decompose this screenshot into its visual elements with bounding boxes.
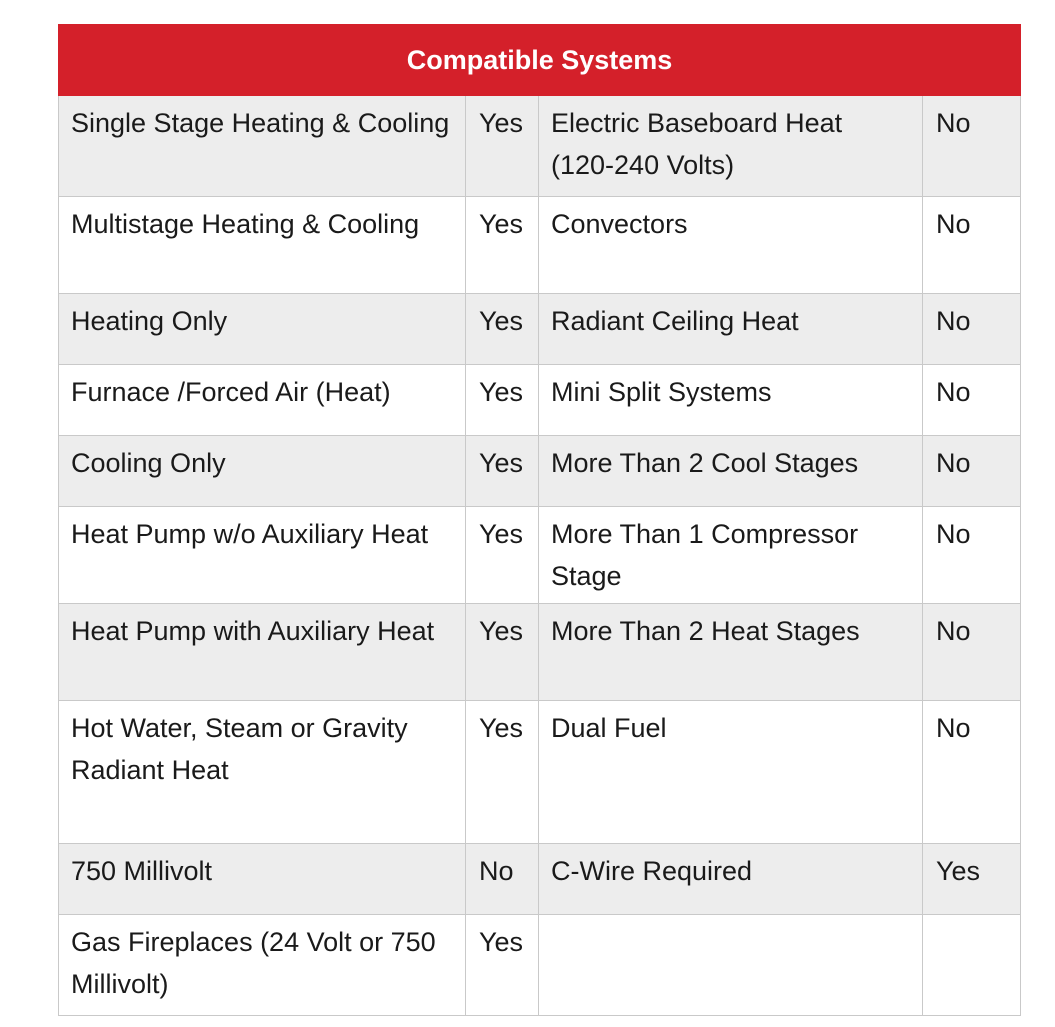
right-system-compatibility [923, 915, 1021, 1016]
left-system-name: 750 Millivolt [59, 844, 466, 915]
table-row [59, 294, 1021, 365]
left-system-name: Heat Pump with Auxiliary Heat [59, 604, 466, 701]
left-system-compatibility: No [466, 844, 539, 915]
table-row [59, 96, 1021, 197]
left-system-name: Furnace /Forced Air (Heat) [59, 365, 466, 436]
right-system-name: More Than 2 Cool Stages [539, 436, 923, 507]
table-row [59, 436, 1021, 507]
right-system-compatibility: Yes [923, 844, 1021, 915]
left-system-compatibility: Yes [466, 365, 539, 436]
right-system-name: More Than 1 Compressor Stage [539, 507, 923, 604]
right-system-compatibility: No [923, 436, 1021, 507]
left-system-name: Heat Pump w/o Auxiliary Heat [59, 507, 466, 604]
right-system-compatibility: No [923, 197, 1021, 294]
right-system-compatibility: No [923, 96, 1021, 197]
left-system-compatibility: Yes [466, 436, 539, 507]
right-system-compatibility: No [923, 365, 1021, 436]
compatible-systems-table [58, 24, 1021, 1016]
left-system-compatibility: Yes [466, 915, 539, 1016]
left-system-compatibility: Yes [466, 96, 539, 197]
right-system-name [539, 915, 923, 1016]
left-system-name: Single Stage Heating & Cooling [59, 96, 466, 197]
left-system-compatibility: Yes [466, 507, 539, 604]
left-system-name: Gas Fireplaces (24 Volt or 750 Millivolt) [59, 915, 466, 1016]
table-row [59, 915, 1021, 1016]
table-row [59, 701, 1021, 844]
right-system-compatibility: No [923, 294, 1021, 365]
table-row [59, 844, 1021, 915]
right-system-name: Electric Baseboard Heat (120-240 Volts) [539, 96, 923, 197]
right-system-name: Dual Fuel [539, 701, 923, 844]
table-row [59, 197, 1021, 294]
table-row [59, 604, 1021, 701]
right-system-compatibility: No [923, 701, 1021, 844]
table-title: Compatible Systems [59, 25, 1021, 96]
left-system-compatibility: Yes [466, 294, 539, 365]
left-system-name: Heating Only [59, 294, 466, 365]
right-system-name: Radiant Ceiling Heat [539, 294, 923, 365]
table-row [59, 365, 1021, 436]
left-system-name: Multistage Heating & Cooling [59, 197, 466, 294]
right-system-compatibility: No [923, 604, 1021, 701]
right-system-name: C-Wire Required [539, 844, 923, 915]
right-system-name: Convectors [539, 197, 923, 294]
left-system-compatibility: Yes [466, 197, 539, 294]
right-system-compatibility: No [923, 507, 1021, 604]
left-system-name: Hot Water, Steam or Gravity Radiant Heat [59, 701, 466, 844]
left-system-compatibility: Yes [466, 604, 539, 701]
right-system-name: Mini Split Systems [539, 365, 923, 436]
left-system-name: Cooling Only [59, 436, 466, 507]
table-row [59, 507, 1021, 604]
table-header-row [59, 25, 1021, 96]
left-system-compatibility: Yes [466, 701, 539, 844]
right-system-name: More Than 2 Heat Stages [539, 604, 923, 701]
